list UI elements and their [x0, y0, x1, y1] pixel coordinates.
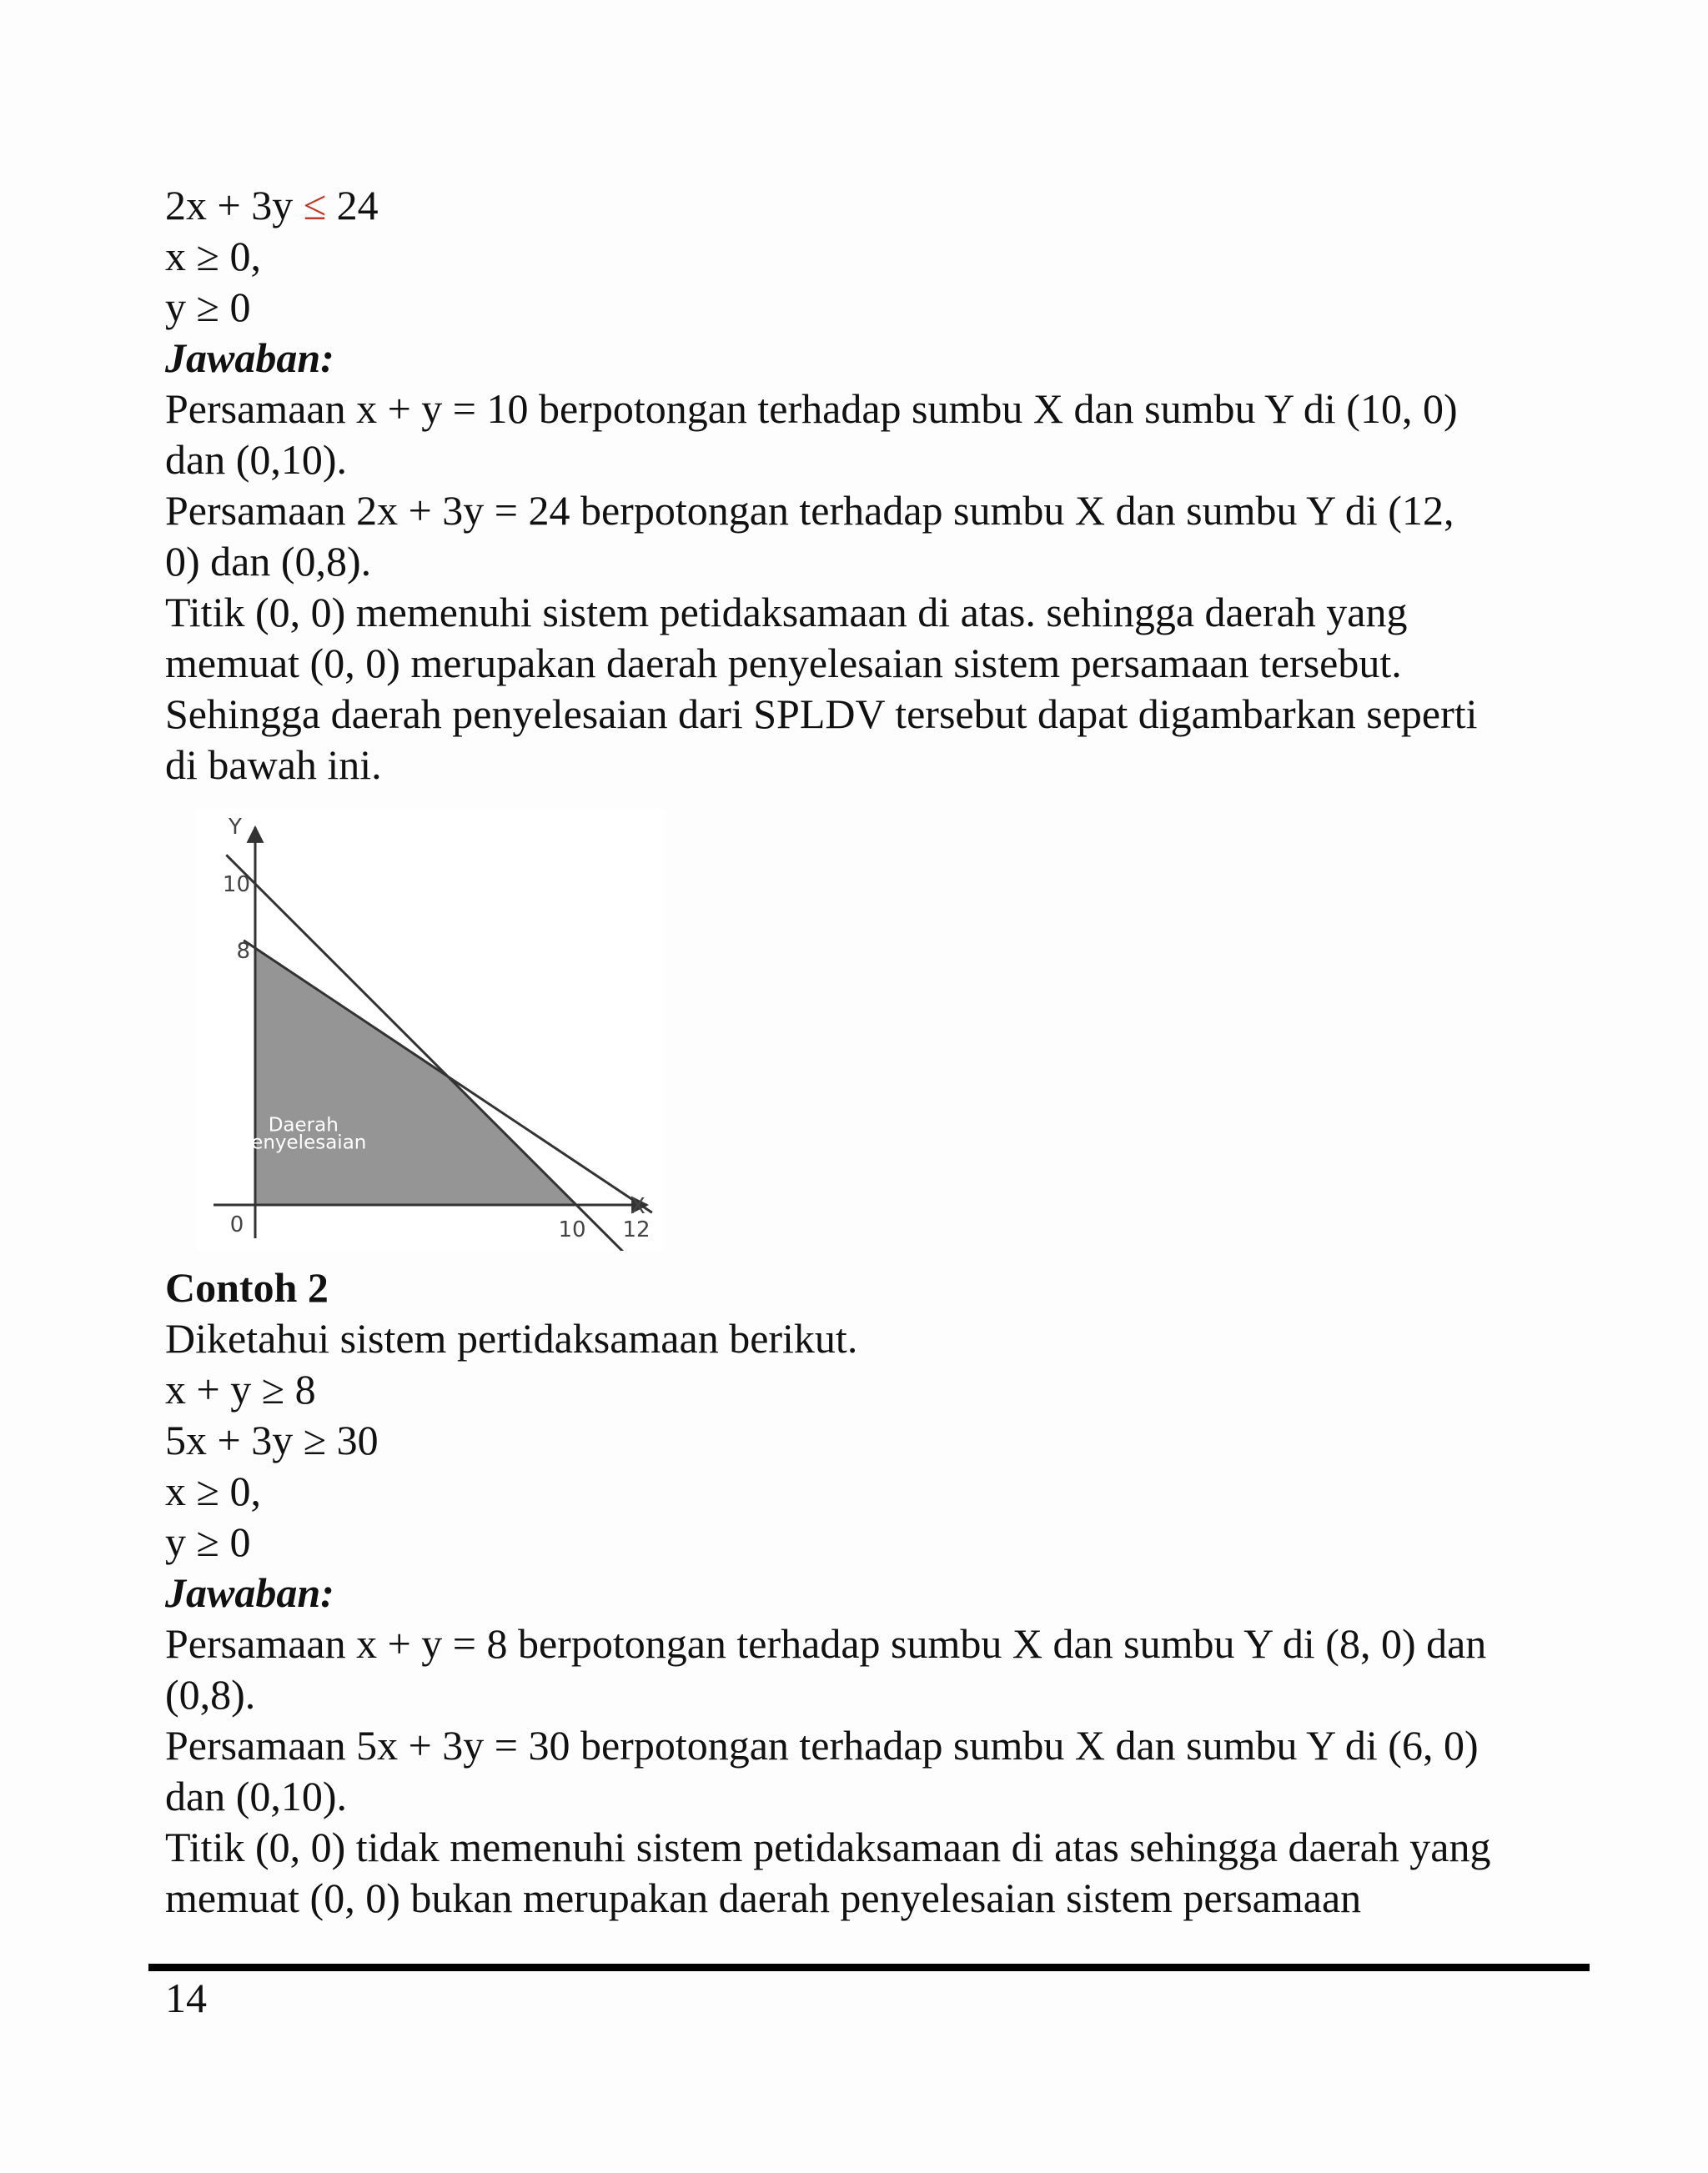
paragraph-4-line-1: Sehingga daerah penyelesaian dari SPLDV tersebut dapat digambarkan seperti: [165, 690, 1478, 737]
section-2: [165, 1262, 1583, 1924]
paragraph-1-line-2: (0,8).: [165, 1671, 256, 1718]
x-tick-label-10: 10: [558, 1217, 586, 1242]
paragraph-2-line-2: 0) dan (0,8).: [165, 538, 372, 585]
paragraph-4-line-2: di bawah ini.: [165, 741, 382, 788]
inequality-1: [165, 180, 1583, 231]
region-label-line-1: Daerah: [268, 1114, 339, 1137]
paragraph-2-line-1: Persamaan 2x + 3y = 24 berpotongan terhadap sumbu X dan sumbu Y di (12,: [165, 487, 1454, 534]
inequality-1-symbol: ≤: [303, 182, 327, 228]
paragraph-2-line-1: Persamaan 5x + 3y = 30 berpotongan terhadap sumbu X dan sumbu Y di (6, 0): [165, 1722, 1479, 1769]
inequality-4: y ≥ 0: [165, 1518, 251, 1565]
y-tick-label-10: 10: [222, 872, 250, 897]
answer-label: Jawaban:: [165, 334, 334, 381]
paragraph-1-line-1: Persamaan x + y = 10 berpotongan terhadap sumbu X dan sumbu Y di (10, 0): [165, 385, 1458, 432]
footer-rule: [148, 1964, 1590, 1971]
paragraph-3-line-2: memuat (0, 0) merupakan daerah penyelesaian sistem persamaan tersebut.: [165, 640, 1402, 686]
origin-label: 0: [229, 1212, 244, 1237]
feasible-region-graph: [197, 809, 664, 1251]
paragraph-1-line-1: Persamaan x + y = 8 berpotongan terhadap sumbu X dan sumbu Y di (8, 0) dan: [165, 1620, 1487, 1667]
paragraph-3-line-2: memuat (0, 0) bukan merupakan daerah penyelesaian sistem persamaan: [165, 1874, 1362, 1921]
section-1: [165, 180, 1583, 790]
answer-label: Jawaban:: [165, 1569, 334, 1616]
inequality-1-lhs: 2x + 3y: [165, 182, 304, 228]
y-tick-label-8: 8: [236, 939, 250, 964]
example-intro: Diketahui sistem pertidaksamaan berikut.: [165, 1315, 858, 1362]
inequality-1-rhs: 24: [326, 182, 379, 228]
page-number: 14: [165, 1975, 207, 2021]
paragraph-1-line-2: dan (0,10).: [165, 436, 347, 483]
inequality-1: x + y ≥ 8: [165, 1366, 316, 1413]
inequality-3: x ≥ 0,: [165, 1468, 261, 1514]
example-heading: Contoh 2: [165, 1264, 329, 1311]
inequality-2: x ≥ 0,: [165, 233, 261, 279]
y-axis-label: Y: [229, 815, 242, 840]
x-axis-label: X: [630, 1194, 646, 1219]
inequality-2: 5x + 3y ≥ 30: [165, 1417, 379, 1463]
paragraph-2-line-2: dan (0,10).: [165, 1773, 347, 1819]
paragraph-3-line-1: Titik (0, 0) tidak memenuhi sistem petidaksamaan di atas sehingga daerah yang: [165, 1824, 1491, 1870]
paragraph-3-line-1: Titik (0, 0) memenuhi sistem petidaksamaan di atas. sehingga daerah yang: [165, 589, 1408, 635]
x-tick-label-12: 12: [622, 1217, 651, 1242]
inequality-3: y ≥ 0: [165, 284, 251, 330]
region-label-line-2: Penyelesaian: [240, 1132, 367, 1154]
